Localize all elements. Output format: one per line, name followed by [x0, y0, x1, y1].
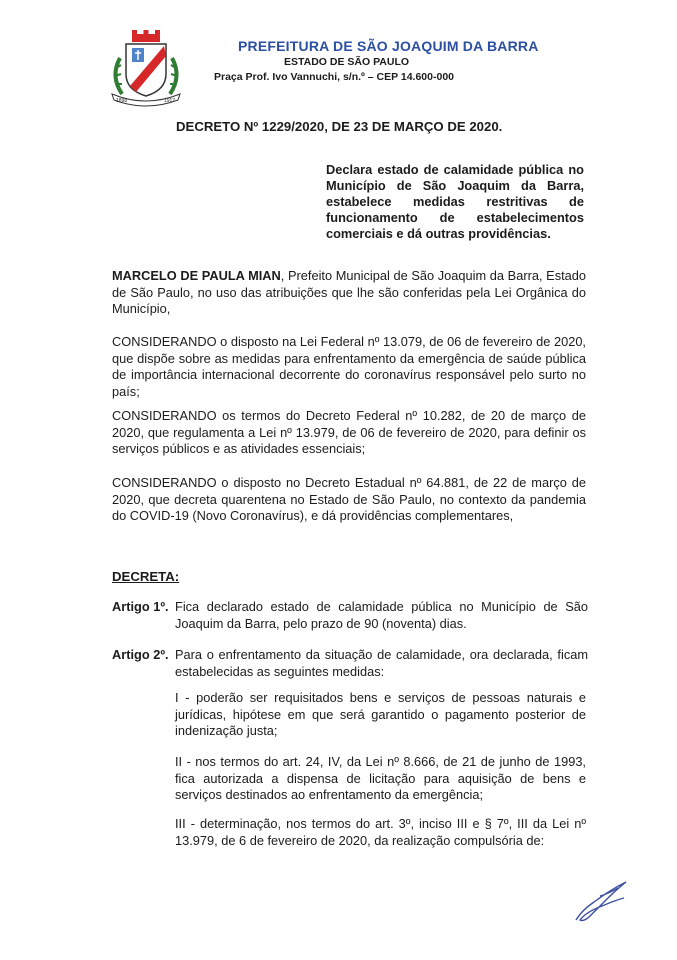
state-name: ESTADO DE SÃO PAULO: [284, 56, 410, 68]
article-label: Artigo 2º.: [112, 647, 169, 662]
inciso-item: II - nos termos do art. 24, IV, da Lei nº 8.666, de 21 de junho de 1993, fica autorizada a dispensa de licitação para aquisição de bens e serviços destinados ao enfrentamento da emergência;: [175, 754, 586, 802]
considerando-paragraph: CONSIDERANDO o disposto na Lei Federal nº 13.079, de 06 de fevereiro de 2020, que dispõe sobre as medidas para enfrentamento da emergência de saúde pública de importância internacional decorrente do coronavírus responsável pelo surto no país;: [112, 334, 586, 399]
decreta-heading: DECRETA:: [112, 569, 180, 584]
article-label: Artigo 1º.: [112, 599, 169, 614]
address: Praça Prof. Ivo Vannuchi, s/n.º – CEP 14.600-000: [214, 71, 455, 83]
decree-title: DECRETO Nº 1229/2020, DE 23 DE MARÇO DE 2020.: [176, 119, 503, 134]
signature-mark: [572, 876, 632, 926]
prefeitura-name: PREFEITURA DE SÃO JOAQUIM DA BARRA: [238, 38, 539, 54]
mayor-name: MARCELO DE PAULA MIAN: [112, 268, 281, 283]
considerando-paragraph: CONSIDERANDO os termos do Decreto Federal nº 10.282, de 20 de março de 2020, que regulamenta a Lei nº 13.979, de 06 de fevereiro de 2020, para definir os serviços públicos e as atividades essenciais;: [112, 408, 586, 456]
municipal-crest-icon: [106, 28, 186, 108]
article-1: [112, 599, 588, 632]
preamble-text: , Prefeito Municipal de São Joaquim da Barra, Estado de São Paulo, no uso das atribuições que lhe são conferidas pela Lei Orgânica do Município,: [112, 268, 587, 316]
article-text: Para o enfrentamento da situação de calamidade, ora declarada, ficam estabelecidas as seguintes medidas:: [175, 647, 588, 679]
article-2: [112, 647, 588, 680]
crest-year-left: 1898: [116, 98, 128, 104]
preamble-paragraph: [112, 268, 586, 318]
decree-summary: Declara estado de calamidade pública no Município de São Joaquim da Barra, estabelece medidas restritivas de funcionamento de estabelecimentos comerciais e dá outras providências.: [326, 162, 584, 241]
inciso-item: I - poderão ser requisitados bens e serviços de pessoas naturais e jurídicas, hipótese em que será garantido o pagamento posterior de indenização justa;: [175, 690, 586, 738]
crest-year-right: 1917: [164, 98, 176, 104]
inciso-item: III - determinação, nos termos do art. 3º, inciso III e § 7º, III da Lei nº 13.979, de 6 de fevereiro de 2020, da realização compulsória de:: [175, 816, 586, 848]
considerando-paragraph: CONSIDERANDO o disposto no Decreto Estadual nº 64.881, de 22 de março de 2020, que decreta quarentena no Estado de São Paulo, no contexto da pandemia do COVID-19 (Novo Coronavírus), e dá providências complementares,: [112, 475, 586, 523]
letterhead: [214, 38, 544, 83]
article-text: Fica declarado estado de calamidade pública no Município de São Joaquim da Barra, pelo prazo de 90 (noventa) dias.: [175, 599, 588, 631]
